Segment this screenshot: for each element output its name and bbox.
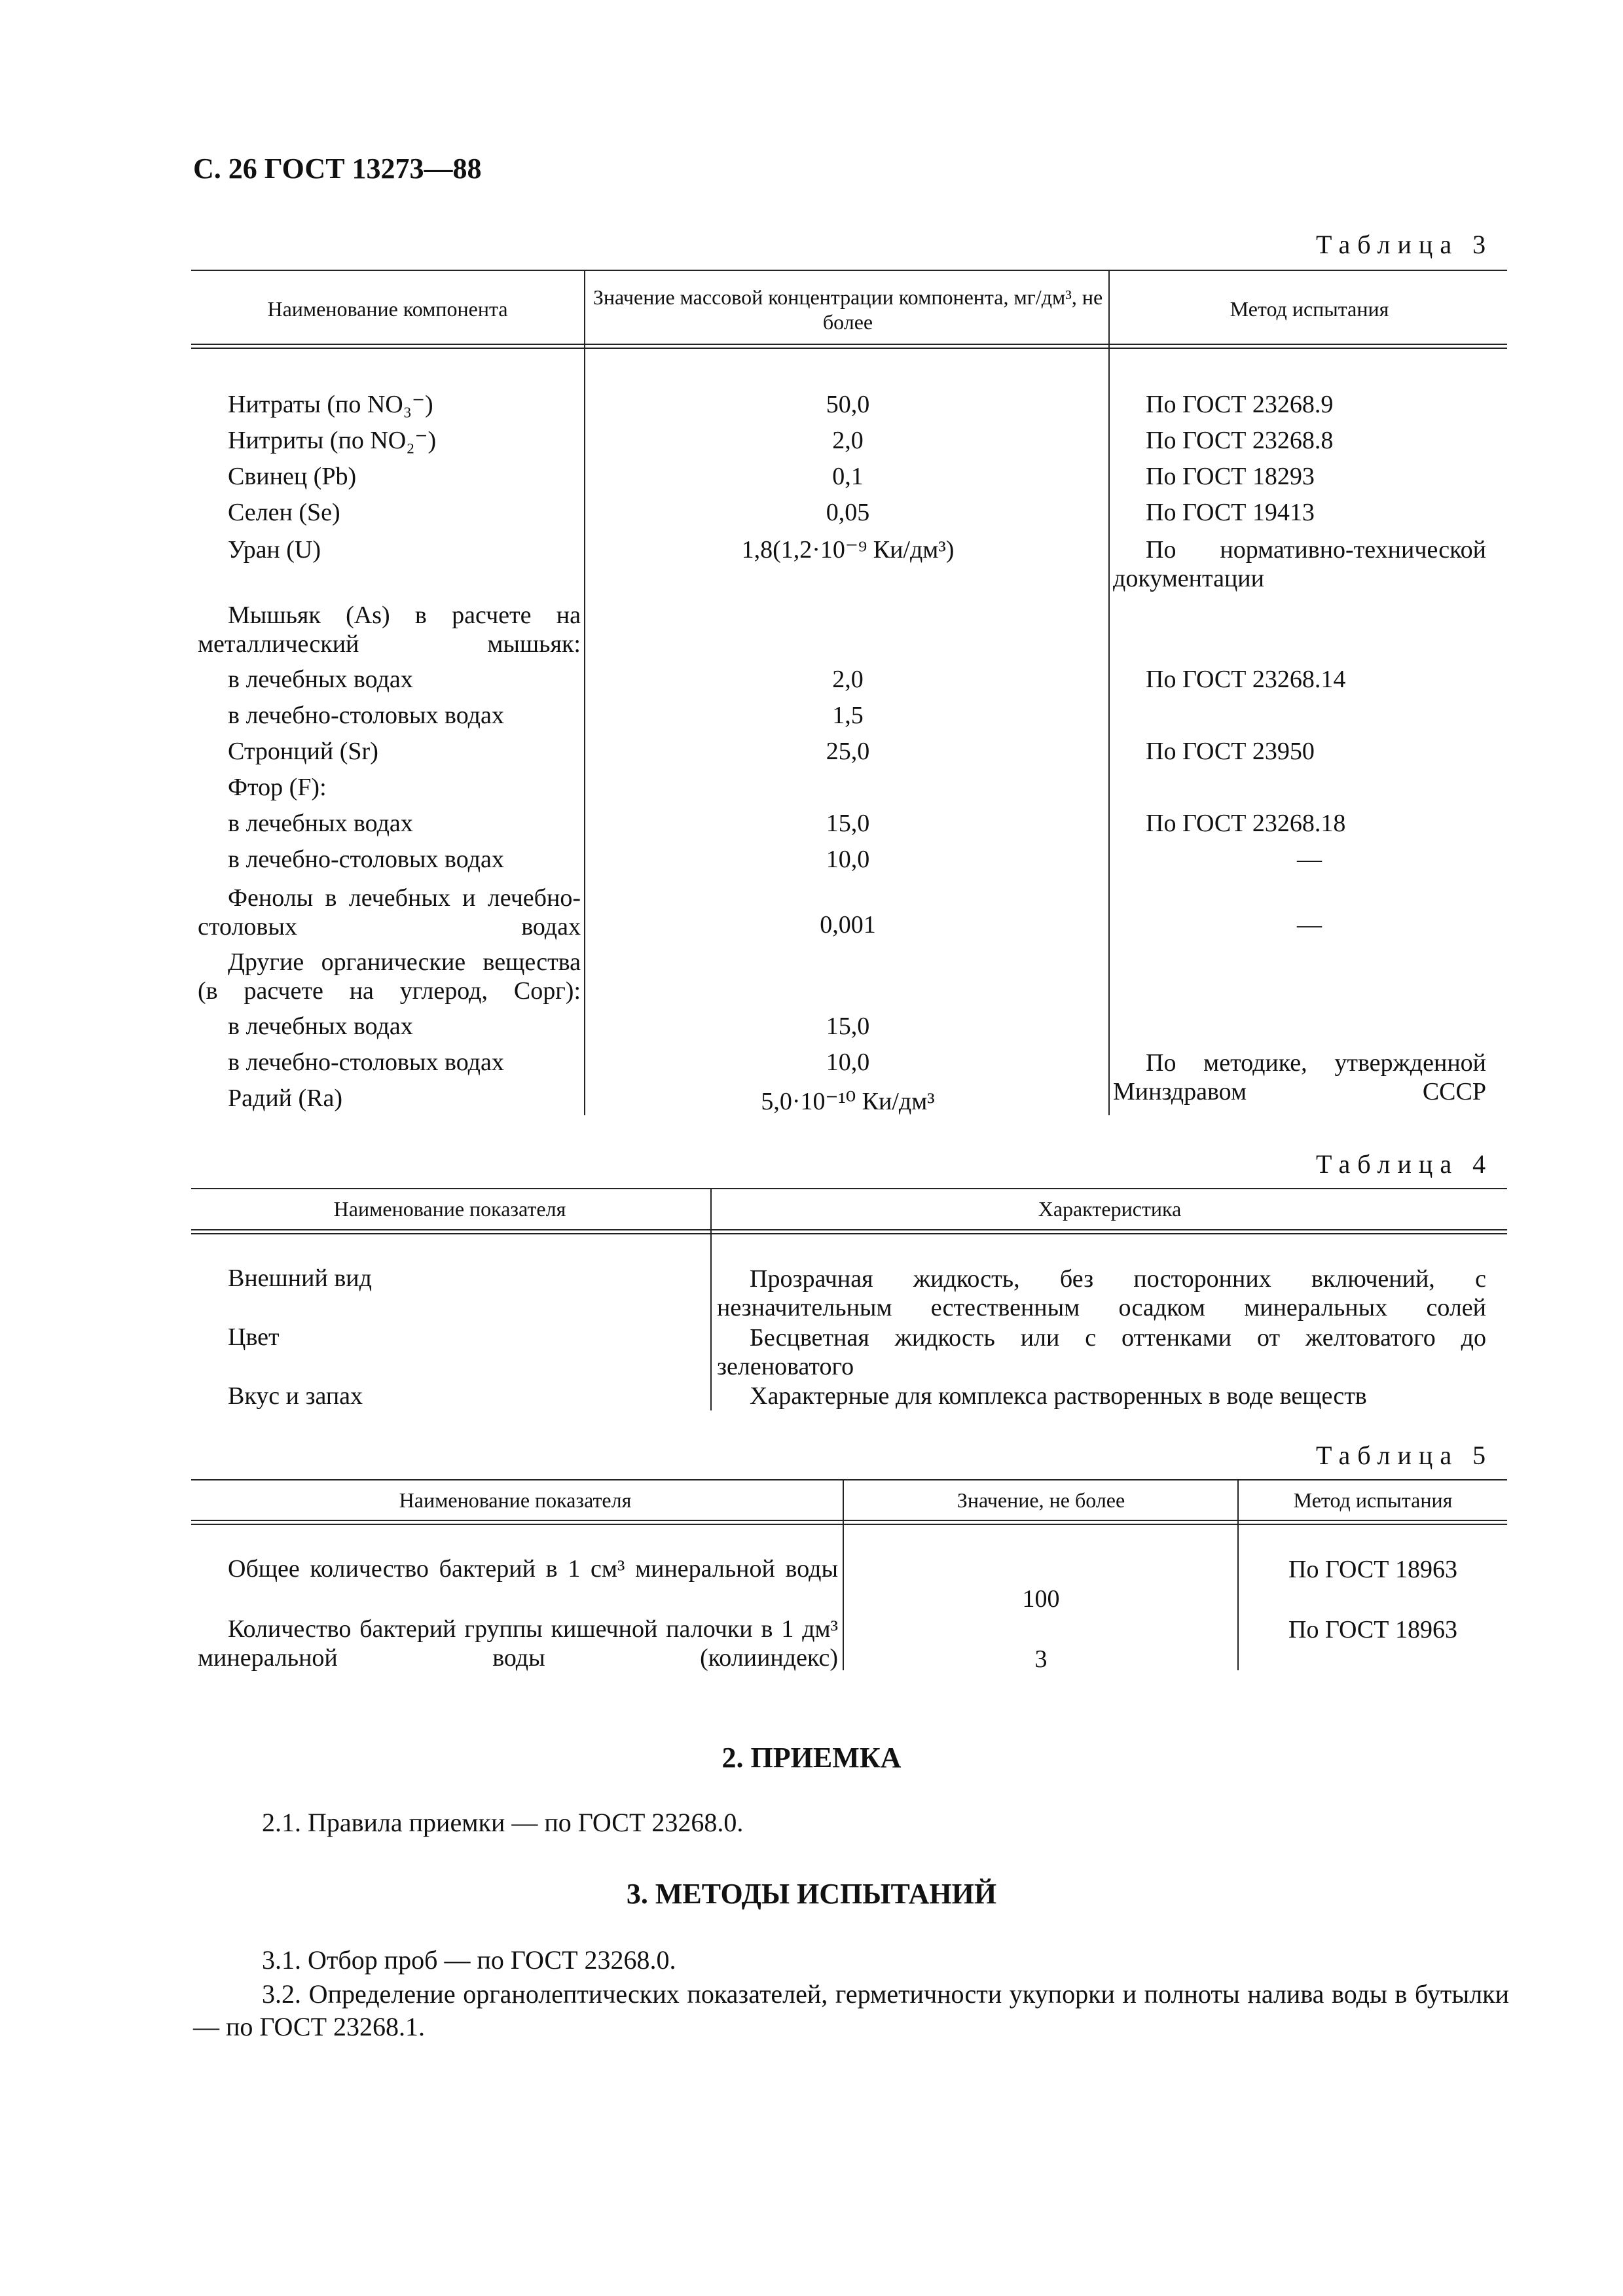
table4-row-name: Внешний вид — [228, 1265, 372, 1292]
table3-row-value: 2,0 — [832, 427, 864, 454]
table3-row-name: в лечебных водах — [228, 1013, 413, 1040]
table4-col-divider — [710, 1188, 712, 1410]
table3-row-name: Нитриты (по NO₂⁻) — [228, 427, 437, 454]
table3-header-rule — [191, 344, 1507, 349]
table3-header-value: Значение массовой концентрации компонента, мг/дм³, не более — [593, 285, 1103, 334]
table3-row-name: в лечебных водах — [228, 666, 413, 693]
table3-row-method: По ГОСТ 23950 — [1146, 738, 1315, 765]
table3-row-value: 0,001 — [820, 911, 876, 939]
table5-label: Таблица 5 — [1316, 1441, 1493, 1470]
table3-row-name: Селен (Se) — [228, 499, 340, 526]
table3-row-method: По ГОСТ 23268.9 — [1146, 391, 1334, 418]
table3-row-method: По ГОСТ 23268.18 — [1146, 810, 1346, 837]
table3-row-method: По ГОСТ 23268.14 — [1146, 666, 1346, 693]
section-paragraph: 2.1. Правила приемки — по ГОСТ 23268.0. — [262, 1808, 744, 1837]
table3-top-rule — [191, 270, 1507, 271]
table3-row-name: Другие органические вещества (в расчете на углерод, Сорг): — [198, 948, 581, 1005]
table3-row-value: 2,0 — [832, 666, 864, 693]
table3-row-name: Свинец (Pb) — [228, 463, 357, 490]
table5-header-method: Метод испытания — [1293, 1488, 1453, 1512]
table3-row-name: в лечебно-столовых водах — [228, 1049, 504, 1076]
table3-col-divider-2 — [1108, 270, 1110, 1115]
table3-row-value: 15,0 — [826, 1013, 870, 1040]
table4-row-name: Вкус и запах — [228, 1382, 363, 1410]
table4-header-value: Характеристика — [1038, 1197, 1182, 1221]
table3-row-value: 10,0 — [826, 846, 870, 873]
page-header: С. 26 ГОСТ 13273—88 — [193, 152, 482, 185]
table3-header-name: Наименование компонента — [267, 297, 508, 321]
table3-label: Таблица 3 — [1316, 230, 1493, 259]
table3-row-method: По ГОСТ 19413 — [1146, 499, 1315, 526]
table5-header-rule — [191, 1520, 1507, 1525]
table5-row-value: 100 — [1022, 1585, 1060, 1613]
table3-row-value: 50,0 — [826, 391, 870, 418]
section-paragraph: 3.2. Определение органолептических показателей, герметичности укупорки и полноты налива воды в бутылки — по ГОСТ 23268.1. — [193, 1979, 1509, 2041]
table3-row-method: — — [1297, 911, 1322, 939]
table4-row-value: Бесцветная жидкость или с оттенками от желтоватого до зеленоватого — [717, 1324, 1486, 1380]
table5-header-name: Наименование показателя — [399, 1488, 632, 1512]
table4-row-value: Прозрачная жидкость, без посторонних включений, с незначительным естественным осадком минеральных солей — [717, 1265, 1486, 1321]
table3-row-value: 10,0 — [826, 1049, 870, 1076]
table5-row-method: По ГОСТ 18963 — [1288, 1556, 1457, 1583]
table5-col-divider-1 — [843, 1479, 844, 1670]
table5-row-name: Общее количество бактерий в 1 см³ минеральной воды — [228, 1555, 838, 1583]
table3-row-value: 15,0 — [826, 810, 870, 837]
table3-row-method: По ГОСТ 18293 — [1146, 463, 1315, 490]
section-title: 3. МЕТОДЫ ИСПЫТАНИЙ — [626, 1878, 997, 1910]
table3-row-value: 1,5 — [832, 702, 864, 729]
table5-row-name: Количество бактерий группы кишечной палочки в 1 дм³ минеральной воды (колииндекс) — [198, 1615, 838, 1672]
table5-top-rule — [191, 1479, 1507, 1480]
table3-row-name: Уран (U) — [228, 536, 321, 564]
table4-label: Таблица 4 — [1316, 1149, 1493, 1179]
table3-row-value: 1,8(1,2·10⁻⁹ Ки/дм³) — [741, 536, 955, 564]
table3-row-value: 5,0·10⁻¹⁰ Ки/дм³ — [761, 1088, 935, 1115]
table4-row-name: Цвет — [228, 1323, 280, 1351]
table4-header-rule — [191, 1229, 1507, 1234]
table3-row-method: По нормативно-технической документации — [1113, 536, 1486, 592]
table3-row-name: Фенолы в лечебных и лечебно-столовых водах — [198, 884, 581, 941]
table3-row-name: Стронций (Sr) — [228, 738, 378, 765]
table4-top-rule — [191, 1188, 1507, 1189]
table5-row-value: 3 — [1034, 1645, 1048, 1673]
table3-row-value: 0,05 — [826, 499, 870, 526]
table3-row-name: в лечебных водах — [228, 810, 413, 837]
table3-row-name: в лечебно-столовых водах — [228, 846, 504, 873]
table3-row-value: 25,0 — [826, 738, 870, 765]
table5-header-value: Значение, не более — [957, 1488, 1125, 1512]
table3-row-method: По методике, утвержденной Минздравом СССР — [1113, 1049, 1486, 1105]
table3-row-method: По ГОСТ 23268.8 — [1146, 427, 1334, 454]
table3-row-name: Радий (Ra) — [228, 1085, 343, 1112]
table3-header-method: Метод испытания — [1230, 297, 1389, 321]
table5-row-method: По ГОСТ 18963 — [1288, 1616, 1457, 1643]
table4-row-value: Характерные для комплекса растворенных в воде веществ — [750, 1382, 1367, 1410]
table3-row-name: в лечебно-столовых водах — [228, 702, 504, 729]
table3-row-name: Фтор (F): — [228, 774, 327, 801]
table3-row-name: Нитраты (по NO₃⁻) — [228, 391, 433, 418]
table3-col-divider-1 — [584, 270, 585, 1115]
section-title: 2. ПРИЕМКА — [721, 1742, 902, 1774]
table3-row-value: 0,1 — [832, 463, 864, 490]
table3-row-method: — — [1297, 846, 1322, 873]
table3-row-name: Мышьяк (As) в расчете на металлический мышьяк: — [198, 601, 581, 658]
table4-header-name: Наименование показателя — [333, 1197, 566, 1221]
section-paragraph: 3.1. Отбор проб — по ГОСТ 23268.0. — [262, 1945, 676, 1975]
